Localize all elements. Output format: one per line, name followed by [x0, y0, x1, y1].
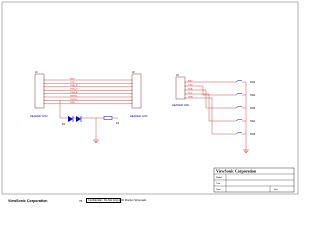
- signal-wire: [185, 98, 236, 134]
- switch-label: SW5: [250, 132, 256, 136]
- footer-confidential: Confidential - Do Not Copy: [88, 199, 119, 202]
- pin-dot: [132, 103, 133, 104]
- title-company: ViewSonic Corporation: [216, 168, 257, 174]
- j3-ref: J3: [176, 74, 179, 77]
- signal-label: VGA_G: [70, 88, 78, 91]
- pin-dot: [132, 86, 133, 87]
- signal-label: GND: [70, 102, 75, 105]
- pin-dot: [132, 93, 133, 94]
- footer-info: LCD Monitor Schematic: [119, 199, 147, 202]
- pin-dot: [132, 83, 133, 84]
- right-signal-wires: [185, 80, 256, 135]
- j1-ref: J1: [35, 71, 38, 74]
- signal-label: TXD: [70, 81, 75, 84]
- pin-dot: [44, 93, 45, 94]
- right-section: [172, 73, 256, 152]
- title-block: [214, 168, 294, 192]
- footer-page-number: 76: [79, 199, 83, 203]
- switch-label: SW3: [250, 106, 256, 110]
- switch-symbol-icon: [236, 133, 238, 135]
- diode-ref: D1: [62, 123, 66, 126]
- signal-label: RXD: [70, 78, 75, 81]
- pin-dot: [132, 97, 133, 98]
- switch-symbol-icon: [236, 107, 238, 109]
- title-label-date: Date: [216, 189, 221, 191]
- signal-label: HSYNC: [70, 95, 78, 98]
- ground-symbol-icon: [93, 140, 99, 142]
- title-label-rev: Rev: [274, 189, 278, 191]
- signal-label: TXD: [188, 84, 193, 87]
- left-signal-wires: [44, 78, 133, 104]
- pin-dot: [132, 80, 133, 81]
- signal-label: VGA_R: [70, 85, 78, 88]
- signal-label: SDA: [188, 88, 193, 91]
- pin-dot: [44, 100, 45, 101]
- pin-dot: [44, 86, 45, 87]
- switch-symbol-icon: [236, 94, 238, 96]
- title-label-model: Model: [216, 177, 222, 179]
- j1-part: HEADER 12X2: [30, 115, 48, 118]
- signal-label: VSYNC: [70, 98, 78, 101]
- signal-label: RXD: [188, 80, 193, 83]
- resistor-symbol-icon: [104, 117, 112, 120]
- pin-dot: [44, 103, 45, 104]
- switch-symbol-icon: [236, 81, 238, 83]
- j3-connector-body: [176, 77, 185, 99]
- j2-part: HEADER 12X2: [130, 115, 148, 118]
- pin-dot: [132, 90, 133, 91]
- signal-wire: [185, 86, 236, 95]
- ground-symbol-icon: [243, 150, 249, 152]
- signal-label: GND: [188, 96, 193, 99]
- signal-wire: [185, 90, 236, 108]
- left-section: [30, 70, 148, 142]
- signal-label: VGA_B: [70, 92, 78, 94]
- j3-part: HEADER 10X1: [172, 104, 190, 107]
- switch-label: SW1: [250, 80, 256, 84]
- pin-dot: [44, 83, 45, 84]
- switch-symbol-icon: [236, 120, 238, 122]
- pin-dot: [44, 97, 45, 98]
- title-label-title: Title: [216, 183, 221, 185]
- pin-dot: [44, 90, 45, 91]
- footer-company: ViewSonic Corporation: [8, 199, 48, 203]
- pin-dot: [132, 100, 133, 101]
- j1-connector-body: [35, 74, 44, 108]
- pin-dot: [44, 80, 45, 81]
- sheet-border: [2, 2, 298, 194]
- switch-label: SW2: [250, 93, 256, 97]
- resistor-ref: R1: [116, 122, 120, 125]
- j2-ref: J2: [132, 71, 135, 74]
- signal-label: SCL: [188, 92, 193, 95]
- switch-label: SW4: [250, 119, 256, 123]
- diode-symbol-icon: [68, 116, 81, 122]
- j2-connector-body: [132, 74, 141, 108]
